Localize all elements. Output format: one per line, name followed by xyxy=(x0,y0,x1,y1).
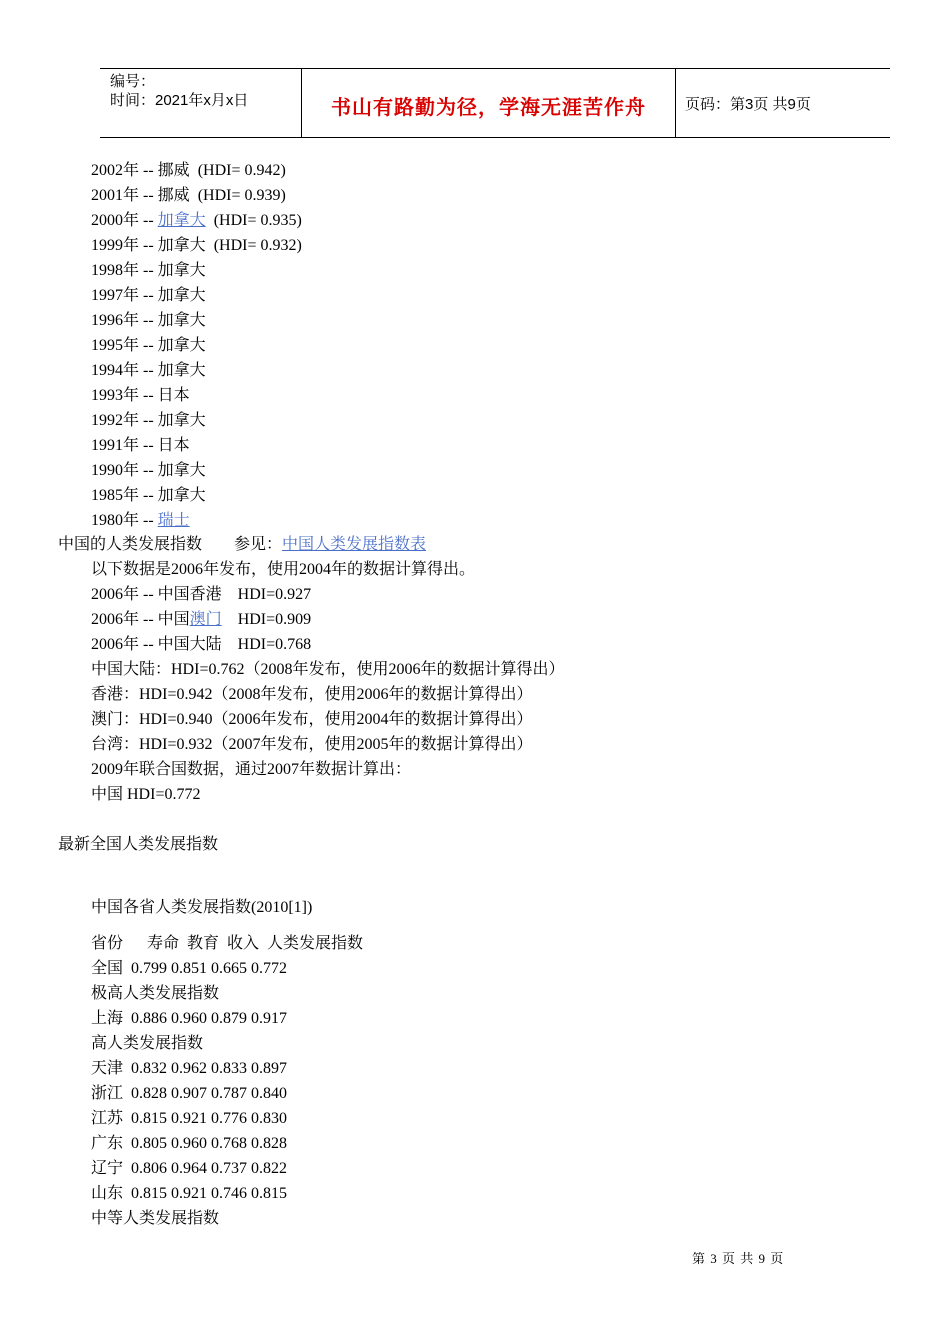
rank-year: 1995年 xyxy=(91,337,140,354)
rank-country: 加拿大 xyxy=(157,312,206,329)
rank-list-item xyxy=(91,211,302,231)
province-row: 广东 0.805 0.960 0.768 0.828 xyxy=(91,1135,288,1152)
rank-separator: -- xyxy=(139,487,158,504)
province-row: 辽宁 0.806 0.964 0.737 0.822 xyxy=(91,1160,288,1177)
rank-country: 挪威 xyxy=(157,187,190,204)
rank-year: 1985年 xyxy=(91,487,140,504)
rank-country: 加拿大 xyxy=(157,287,206,304)
province-table-title: 中国各省人类发展指数(2010[1]) xyxy=(91,899,313,916)
rank-separator: -- xyxy=(139,437,158,454)
macau-link[interactable]: 澳门 xyxy=(189,611,222,628)
province-row: 高人类发展指数 xyxy=(91,1035,204,1052)
macau-line xyxy=(91,610,311,630)
rank-year: 2002年 xyxy=(91,162,140,179)
rank-country: 加拿大 xyxy=(157,337,206,354)
province-row: 天津 0.832 0.962 0.833 0.897 xyxy=(91,1060,288,1077)
document-number-label: 编号： xyxy=(110,73,156,90)
rank-separator: -- xyxy=(139,337,158,354)
rank-year: 2001年 xyxy=(91,187,140,204)
macau-prefix: 2006年 -- 中国 xyxy=(91,611,190,628)
rank-separator: -- xyxy=(139,387,158,404)
china-hdi-heading: 中国的人类发展指数 xyxy=(58,536,203,553)
rank-separator: -- xyxy=(139,462,158,479)
header-meta xyxy=(110,72,248,110)
rank-year: 1991年 xyxy=(91,437,140,454)
see-also-link[interactable]: 中国人类发展指数表 xyxy=(282,536,427,553)
rank-year: 1992年 xyxy=(91,412,140,429)
rank-list-item xyxy=(91,511,190,531)
rank-year: 1999年 xyxy=(91,237,140,254)
document-time-label: 时间：2021年x月x日 xyxy=(110,92,249,109)
see-also-label: 参见： xyxy=(234,536,283,553)
china-note: 中国 HDI=0.772 xyxy=(91,786,201,803)
province-row: 上海 0.886 0.960 0.879 0.917 xyxy=(91,1010,288,1027)
latest-hdi-heading: 最新全国人类发展指数 xyxy=(58,836,219,853)
rank-year: 1996年 xyxy=(91,312,140,329)
china-note: 中国大陆：HDI=0.762（2008年发布，使用2006年的数据计算得出） xyxy=(91,661,565,678)
rank-year: 2000年 xyxy=(91,212,140,229)
rank-list-item xyxy=(91,411,206,431)
rank-separator: -- xyxy=(139,362,158,379)
rank-list-item xyxy=(91,461,206,481)
china-intro: 以下数据是2006年发布，使用2004年的数据计算得出。 xyxy=(91,561,476,578)
rank-year: 1993年 xyxy=(91,387,140,404)
rank-list-item xyxy=(91,161,286,181)
rank-list-item xyxy=(91,236,302,256)
rank-year: 1980年 xyxy=(91,512,140,529)
rank-list-item xyxy=(91,336,206,356)
rank-list-item xyxy=(91,436,190,456)
rank-country: 日本 xyxy=(157,387,190,404)
rank-list-item xyxy=(91,186,286,206)
rank-list-item xyxy=(91,486,206,506)
rank-separator: -- xyxy=(139,287,158,304)
rank-country: 加拿大 xyxy=(157,487,206,504)
rank-year: 1990年 xyxy=(91,462,140,479)
rank-separator: -- xyxy=(139,212,158,229)
province-row: 浙江 0.828 0.907 0.787 0.840 xyxy=(91,1085,288,1102)
rank-list-item xyxy=(91,386,190,406)
province-row: 极高人类发展指数 xyxy=(91,985,220,1002)
header-divider xyxy=(675,69,676,137)
china-note: 香港：HDI=0.942（2008年发布，使用2006年的数据计算得出） xyxy=(91,686,533,703)
province-row: 中等人类发展指数 xyxy=(91,1210,220,1227)
mainland-line: 2006年 -- 中国大陆 HDI=0.768 xyxy=(91,636,312,653)
rank-year: 1998年 xyxy=(91,262,140,279)
rank-list-item xyxy=(91,361,206,381)
rank-country-link[interactable]: 瑞士 xyxy=(157,512,190,529)
rank-list-item xyxy=(91,311,206,331)
rank-separator: -- xyxy=(139,412,158,429)
rank-year: 1997年 xyxy=(91,287,140,304)
rank-hdi-value: (HDI= 0.939) xyxy=(189,187,286,204)
china-note: 台湾：HDI=0.932（2007年发布，使用2005年的数据计算得出） xyxy=(91,736,533,753)
rank-country: 加拿大 xyxy=(157,462,206,479)
rank-separator: -- xyxy=(139,262,158,279)
rank-hdi-value: (HDI= 0.935) xyxy=(205,212,302,229)
china-hdi-heading-line xyxy=(58,535,426,555)
province-row: 山东 0.815 0.921 0.746 0.815 xyxy=(91,1185,288,1202)
rank-list-item xyxy=(91,286,206,306)
rank-separator: -- xyxy=(139,237,158,254)
china-note: 澳门：HDI=0.940（2006年发布，使用2004年的数据计算得出） xyxy=(91,711,533,728)
province-row: 全国 0.799 0.851 0.665 0.772 xyxy=(91,960,288,977)
rank-country: 加拿大 xyxy=(157,237,206,254)
page-header xyxy=(100,68,890,138)
rank-list-item xyxy=(91,261,206,281)
rank-hdi-value: (HDI= 0.932) xyxy=(205,237,302,254)
rank-separator: -- xyxy=(139,187,158,204)
hong-kong-line: 2006年 -- 中国香港 HDI=0.927 xyxy=(91,586,312,603)
rank-separator: -- xyxy=(139,512,158,529)
rank-country-link[interactable]: 加拿大 xyxy=(157,212,206,229)
rank-separator: -- xyxy=(139,162,158,179)
china-note: 2009年联合国数据，通过2007年数据计算出： xyxy=(91,761,412,778)
rank-country: 加拿大 xyxy=(157,412,206,429)
rank-separator: -- xyxy=(139,312,158,329)
header-page-indicator: 页码：第3页 共9页 xyxy=(685,96,811,113)
rank-country: 日本 xyxy=(157,437,190,454)
province-row: 江苏 0.815 0.921 0.776 0.830 xyxy=(91,1110,288,1127)
province-table-header: 省份 寿命 教育 收入 人类发展指数 xyxy=(91,935,364,952)
page-footer: 第 3 页 共 9 页 xyxy=(692,1251,785,1266)
rank-year: 1994年 xyxy=(91,362,140,379)
rank-country: 加拿大 xyxy=(157,362,206,379)
macau-suffix: HDI=0.909 xyxy=(221,611,312,628)
header-motto: 书山有路勤为径，学海无涯苦作舟 xyxy=(331,95,646,119)
rank-country: 挪威 xyxy=(157,162,190,179)
rank-hdi-value: (HDI= 0.942) xyxy=(189,162,286,179)
rank-country: 加拿大 xyxy=(157,262,206,279)
